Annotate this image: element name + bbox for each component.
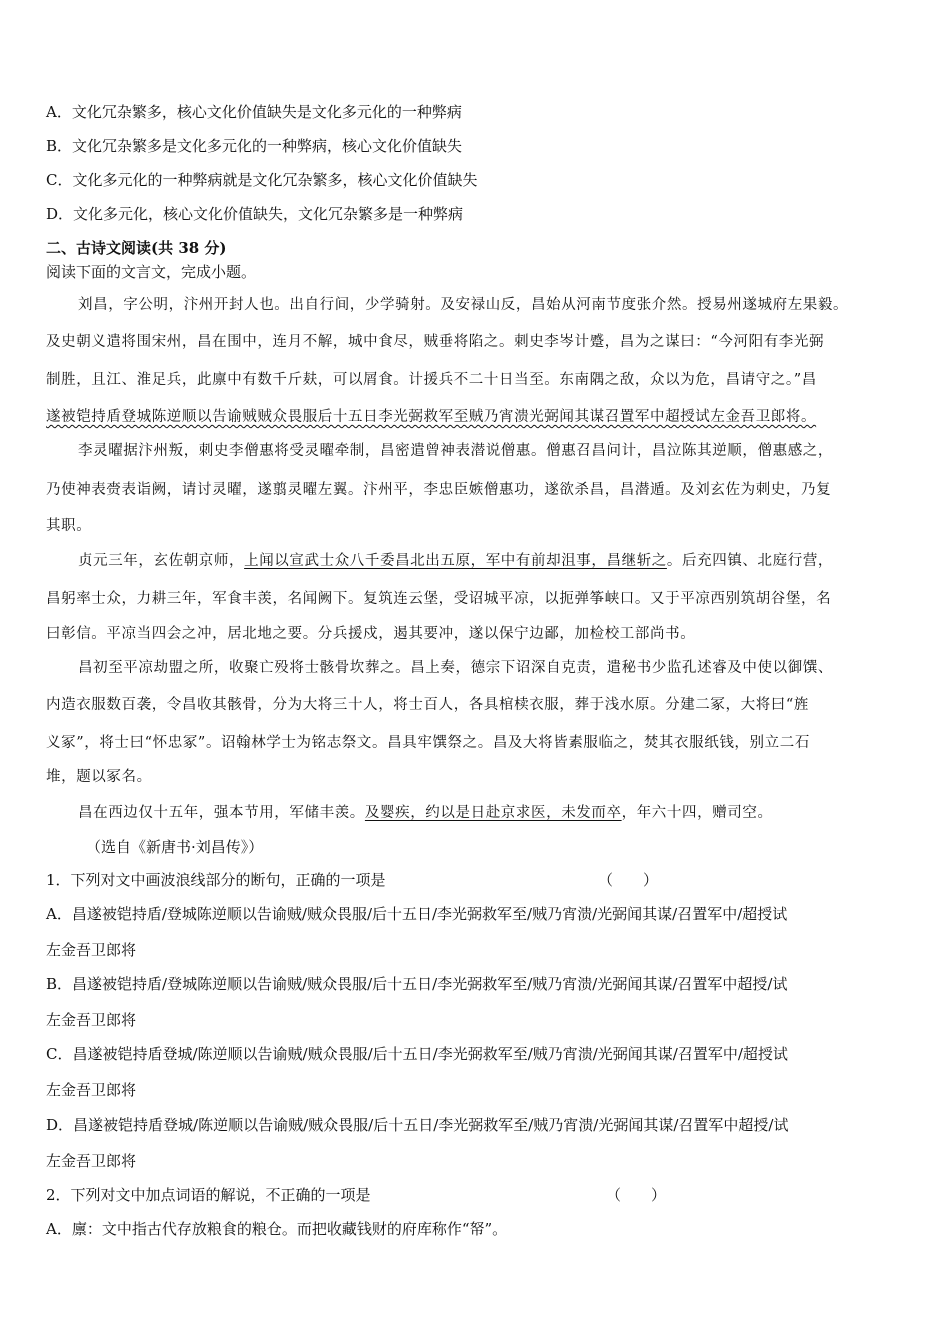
p5-text-end: ，年六十四，赠司空。 xyxy=(621,805,773,821)
q2-stem: 2．下列对文中加点词语的解说，不正确的一项是 xyxy=(46,1186,371,1204)
prev-option-b: B．文化冗杂繁多是文化多元化的一种弊病，核心文化价值缺失 xyxy=(46,137,463,155)
q1-option-a-line1: A．昌遂被铠持盾/登城陈逆顺以告谕贼/贼众畏服/后十五日/李光弼救军至/贼乃宵溃/光弼闻其谋/召置军中/超授试 xyxy=(46,905,788,923)
passage-p3-line3: 曰彰信。平凉当四会之冲，居北地之要。分兵援戍，遏其要冲，遂以保宁边鄙，加检校工部尚书。 xyxy=(46,626,696,642)
section-instruction: 阅读下面的文言文，完成小题。 xyxy=(46,263,257,281)
q1-option-c-line2: 左金吾卫郎将 xyxy=(46,1081,137,1099)
q1-option-b-line1: B．昌遂被铠持盾/登城陈逆顺以告谕贼/贼众畏服/后十五日/李光弼救军至/贼乃宵溃/光弼闻其谋/召置军中超授/试 xyxy=(46,975,788,993)
p5-text-start: 昌在西边仅十五年，强本节用，军储丰羡。 xyxy=(78,805,365,821)
section-title: 二、古诗文阅读(共 38 分) xyxy=(46,239,227,257)
passage-p1-line2: 及史朝义遣将围宋州，昌在围中，连月不解，城中食尽，贼垂将陷之。刺史李岑计蹙，昌为之谋曰：“今河阳有李光弼 xyxy=(46,334,825,350)
passage-p1-line4 xyxy=(46,406,916,428)
q1-answer-paren: （ ） xyxy=(598,871,659,889)
passage-p3-line1 xyxy=(78,550,918,572)
q1-option-b-line2: 左金吾卫郎将 xyxy=(46,1011,137,1029)
prev-option-d: D．文化多元化，核心文化价值缺失，文化冗杂繁多是一种弊病 xyxy=(46,205,464,223)
passage-p4-line2: 内造衣服数百袭，令昌收其骸骨，分为大将三十人，将士百人，各具棺椟衣服，葬于浅水原。分建二冢，大将曰“旌 xyxy=(46,697,810,713)
passage-source: （选自《新唐书·刘昌传》） xyxy=(86,838,264,856)
underlined-sentence-1: 上闻以宣武士众八千委昌北出五原，军中有前却沮事，昌继斩之 xyxy=(244,553,667,569)
p3-text-end: 。后充四镇、北庭行营， xyxy=(666,553,834,569)
q1-option-c-line1: C．昌遂被铠持盾登城/陈逆顺以告谕贼/贼众畏服/后十五日/李光弼救军至/贼乃宵溃/光弼闻其谋/召置军中/超授试 xyxy=(46,1045,788,1063)
passage-p5-line xyxy=(78,802,918,824)
underlined-sentence-2: 及婴疾，约以是日赴京求医，未发而卒 xyxy=(364,805,622,821)
passage-p4-line3: 义冢”，将士曰“怀忠冢”。诏翰林学士为铭志祭文。昌具牢馔祭之。昌及大将皆素服临之，焚其衣服纸钱，别立二石 xyxy=(46,735,810,751)
q2-answer-paren: （ ） xyxy=(606,1186,667,1204)
prev-option-a: A．文化冗杂繁多，核心文化价值缺失是文化多元化的一种弊病 xyxy=(46,103,462,121)
passage-p2-line2: 乃使神表赍表诣阙，请讨灵曜，遂翦灵曜左翼。汴州平，李忠臣嫉僧惠功，遂欲杀昌，昌潜遁。及刘玄佐为刺史，乃复 xyxy=(46,482,832,498)
p3-text-start: 贞元三年，玄佐朝京师， xyxy=(78,553,245,569)
passage-p2-line3: 其职。 xyxy=(46,518,92,534)
prev-option-c: C．文化多元化的一种弊病就是文化冗杂繁多，核心文化价值缺失 xyxy=(46,171,478,189)
passage-p2-line1: 李灵曜据汴州叛，刺史李僧惠将受灵曜牵制，昌密遣曾神表潜说僧惠。僧惠召昌问计，昌泣陈其逆顺，僧惠感之， xyxy=(78,443,833,459)
passage-p4-line1: 昌初至平凉劫盟之所，收聚亡殁将士骸骨坎葬之。昌上奏，德宗下诏深自克责，遣秘书少监孔述睿及中使以御馔、 xyxy=(78,660,833,676)
passage-p1-line3: 制胜，且江、淮足兵，此廪中有数千斤麸，可以屑食。计援兵不二十日当至。东南隅之敌，众以为危，昌请守之。”昌 xyxy=(46,372,817,388)
q1-option-a-continued: 左金吾卫郎将 xyxy=(46,941,137,959)
passage-p4-line4: 堆，题以冢名。 xyxy=(46,769,152,785)
q1-option-d-line2: 左金吾卫郎将 xyxy=(46,1152,137,1170)
q1-stem: 1．下列对文中画波浪线部分的断句，正确的一项是 xyxy=(46,871,386,889)
q2-option-a: A．廪：文中指古代存放粮食的粮仓。而把收藏钱财的府库称作“帑”。 xyxy=(46,1220,508,1238)
q1-option-d-line1: D．昌遂被铠持盾登城/陈逆顺以告谕贼/贼众畏服/后十五日/李光弼救军至/贼乃宵溃/光弼闻其谋/召置军中超授/试 xyxy=(46,1116,789,1134)
wavy-underlined-text: 遂被铠持盾登城陈逆顺以告谕贼贼众畏服后十五日李光弼救军至贼乃宵溃光弼闻其谋召置军中超授试左金吾卫郎将。 xyxy=(46,409,817,425)
passage-p1-line1: 刘昌，字公明，汴州开封人也。出自行间，少学骑射。及安禄山反，昌始从河南节度张介然。授易州遂城府左果毅。 xyxy=(78,297,849,313)
passage-p3-line2: 昌躬率士众，力耕三年，军食丰羡，名闻阙下。复筑连云堡，受诏城平凉，以扼弹筝峡口。又于平凉西别筑胡谷堡，名 xyxy=(46,591,832,607)
